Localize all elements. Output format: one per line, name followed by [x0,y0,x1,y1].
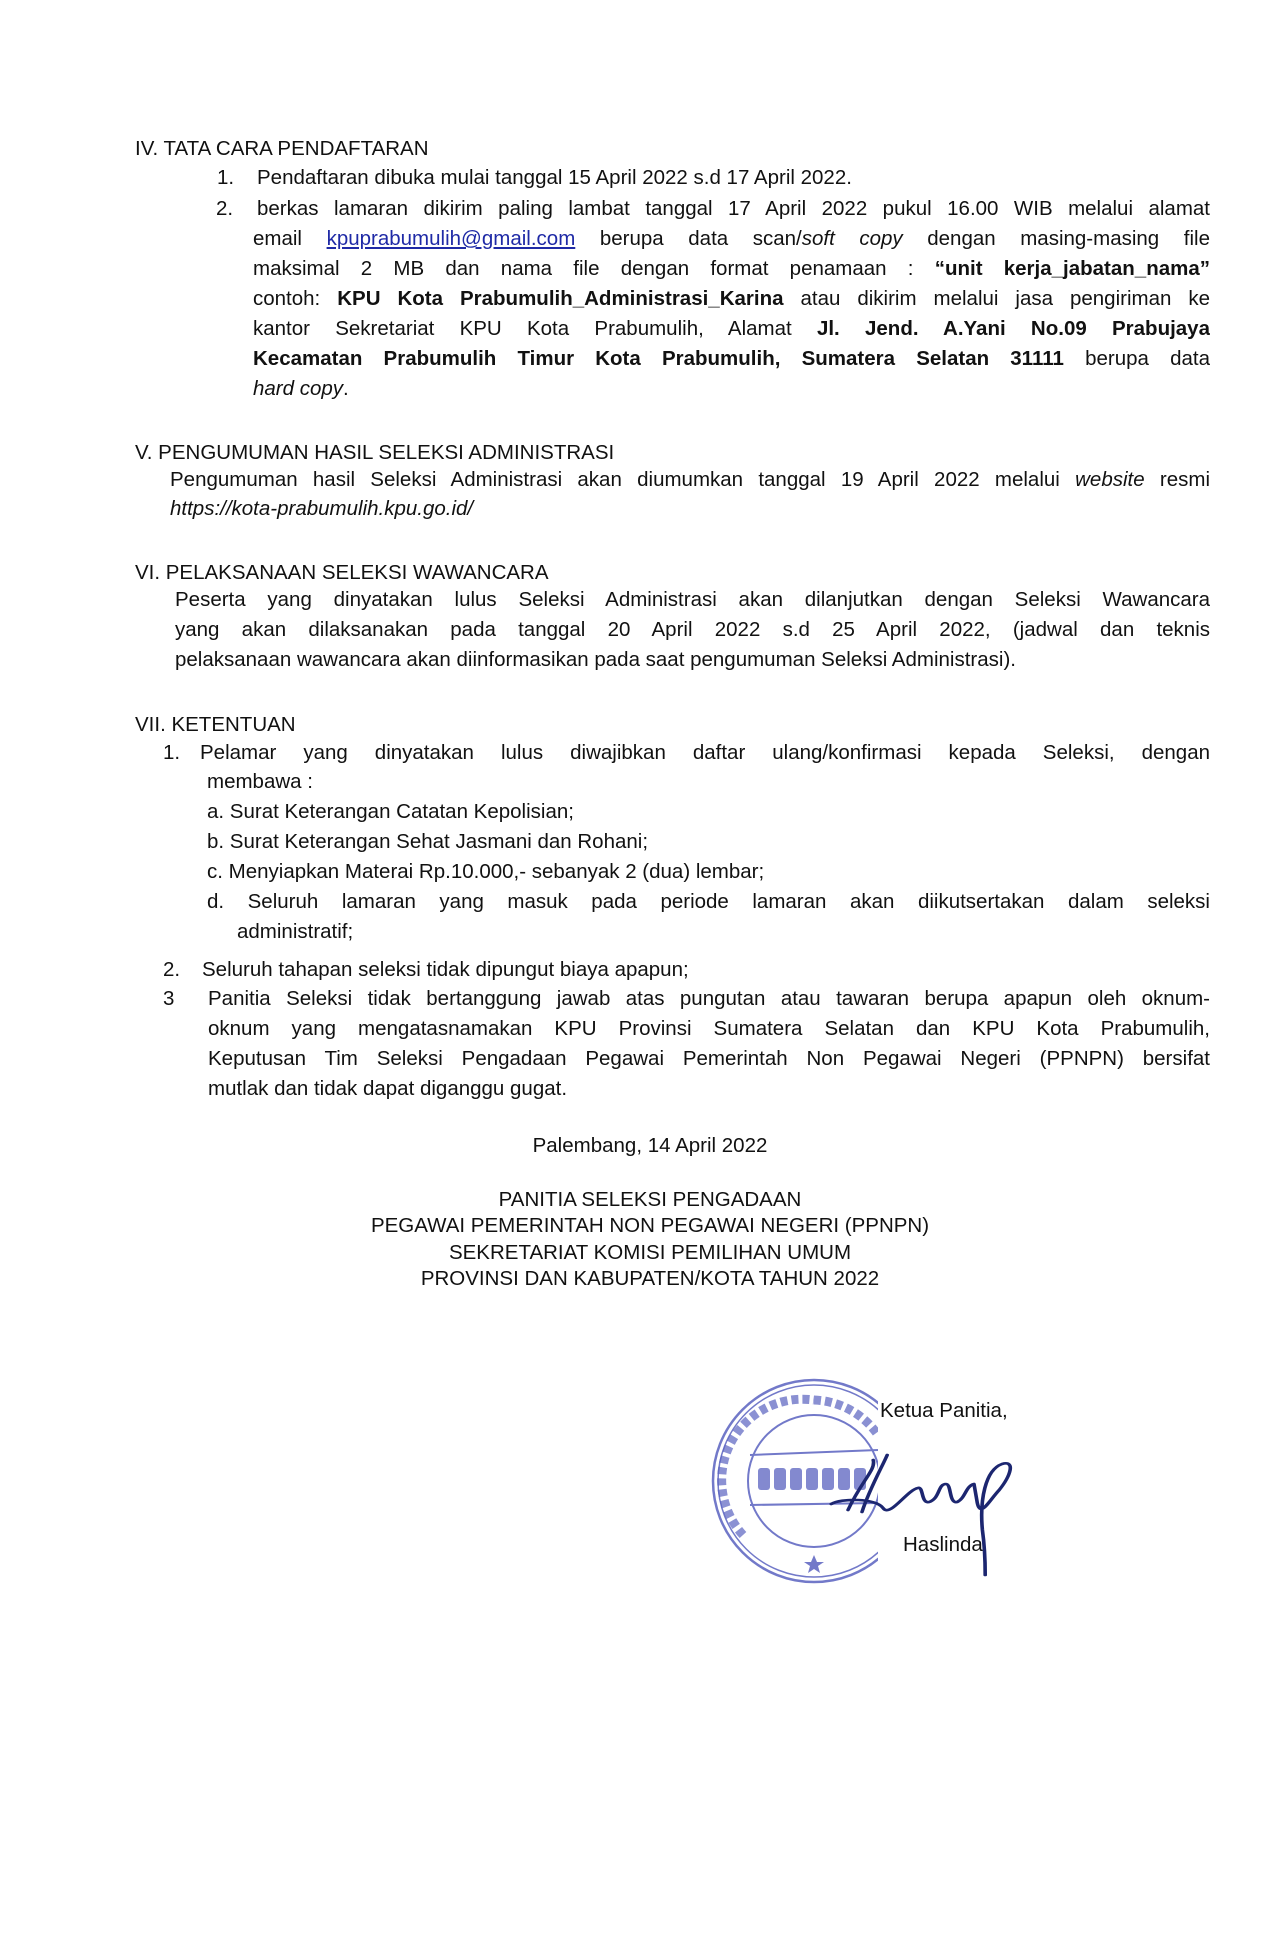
section-vii-item1-line: Pelamar yang dinyatakan lulus diwajibkan daftar ulang/konfirmasi kepada Seleksi, dengan [200,741,1210,764]
section-vii-item3-number: 3 [163,987,175,1010]
section-vii-sub-d: d. Seluruh lamaran yang masuk pada periode lamaran akan diikutsertakan dalam seleksi [207,890,1210,913]
signer-name: Haslinda [903,1533,983,1556]
section-vii-item3-line: Keputusan Tim Seleksi Pengadaan Pegawai Pemerintah Non Pegawai Negeri (PPNPN) bersifat [208,1047,1210,1070]
section-vi-line: pelaksanaan wawancara akan diinformasikan pada saat pengumuman Seleksi Administrasi). [175,648,1016,671]
section-iv-item1-text: Pendaftaran dibuka mulai tanggal 15 April 2022 s.d 17 April 2022. [257,166,852,189]
signer-role: Ketua Panitia, [880,1399,1008,1422]
section-vii-item1-number: 1. [163,741,181,764]
section-vii-item3-line: oknum yang mengatasnamakan KPU Provinsi Sumatera Selatan dan KPU Kota Prabumulih, [208,1017,1210,1040]
section-vii-item3-line: mutlak dan tidak dapat diganggu gugat. [208,1077,568,1100]
section-v-heading: V. PENGUMUMAN HASIL SELEKSI ADMINISTRASI [135,441,615,464]
committee-line: SEKRETARIAT KOMISI PEMILIHAN UMUM [448,1241,852,1264]
section-vii-item2-text: Seluruh tahapan seleksi tidak dipungut biaya apapun; [202,958,689,981]
section-vi-heading: VI. PELAKSANAAN SELEKSI WAWANCARA [135,561,549,584]
section-vii-item3-line: Panitia Seleksi tidak bertanggung jawab atas pungutan atau tawaran berupa apapun oleh oknum- [208,987,1210,1010]
section-iv-item2-line: kantor Sekretariat KPU Kota Prabumulih, Alamat Jl. Jend. A.Yani No.09 Prabujaya [253,317,1210,340]
email-link[interactable]: kpuprabumulih@gmail.com [326,227,576,250]
place-date: Palembang, 14 April 2022 [532,1134,768,1157]
section-v-text: Pengumuman hasil Seleksi Administrasi akan diumumkan tanggal 19 April 2022 melalui website resmi [170,468,1210,491]
section-vii-sub-b: b. Surat Keterangan Sehat Jasmani dan Rohani; [207,830,649,853]
section-iv-item2-line: hard copy. [253,377,349,400]
section-iv-item2-line: Kecamatan Prabumulih Timur Kota Prabumulih, Sumatera Selatan 31111 berupa data [253,347,1210,370]
section-vii-item1-line: membawa : [207,770,313,793]
section-iv-item2-line: berkas lamaran dikirim paling lambat tanggal 17 April 2022 pukul 16.00 WIB melalui alamat [257,197,1210,220]
section-vi-line: Peserta yang dinyatakan lulus Seleksi Administrasi akan dilanjutkan dengan Seleksi Wawancara [175,588,1210,611]
section-vii-item2-number: 2. [163,958,181,981]
section-vi-line: yang akan dilaksanakan pada tanggal 20 April 2022 s.d 25 April 2022, (jadwal dan teknis [175,618,1210,641]
section-vii-sub-c: c. Menyiapkan Materai Rp.10.000,- sebanyak 2 (dua) lembar; [207,860,765,883]
signature [820,1440,1030,1580]
section-vii-sub-a: a. Surat Keterangan Catatan Kepolisian; [207,800,574,823]
committee-line: PROVINSI DAN KABUPATEN/KOTA TAHUN 2022 [420,1267,880,1290]
section-iv-item1-number: 1. [217,166,235,189]
section-iv-item2-line: maksimal 2 MB dan nama file dengan format penamaan : “unit kerja_jabatan_nama” [253,257,1210,280]
section-vii-heading: VII. KETENTUAN [135,713,296,736]
committee-line: PANITIA SELEKSI PENGADAAN [498,1188,802,1211]
section-iv-heading: IV. TATA CARA PENDAFTARAN [135,137,429,160]
section-iv-item2-line: email kpuprabumulih@gmail.com berupa data scan/soft copy dengan masing-masing file [253,227,1210,250]
section-iv-item2-line: contoh: KPU Kota Prabumulih_Administrasi_Karina atau dikirim melalui jasa pengiriman ke [253,287,1210,310]
section-iv-item2-number: 2. [216,197,234,220]
section-vii-sub-d-cont: administratif; [237,920,354,943]
website-url[interactable]: https://kota-prabumulih.kpu.go.id/ [170,497,474,520]
committee-line: PEGAWAI PEMERINTAH NON PEGAWAI NEGERI (PPNPN) [370,1214,930,1237]
